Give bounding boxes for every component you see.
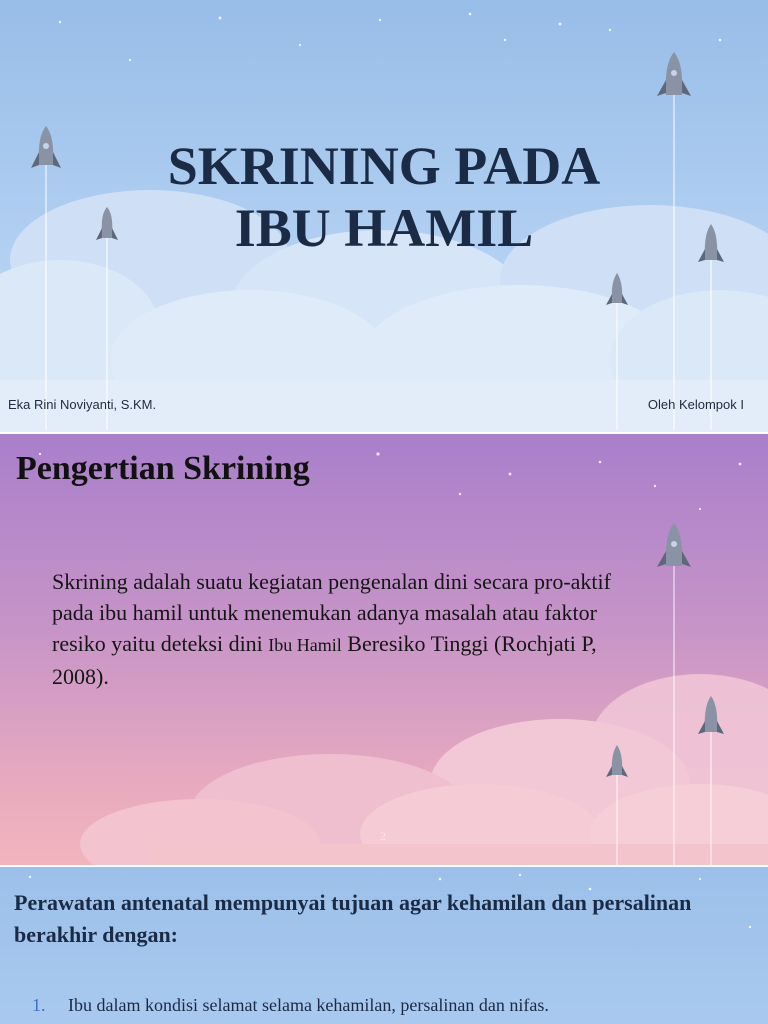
slide-definition [0, 434, 768, 865]
author-name: Eka Rini Noviyanti, S.KM. [8, 397, 157, 412]
paragraph-end: Beresiko Tinggi (Rochjati P, 2008). [52, 631, 597, 689]
star-icon [699, 508, 701, 510]
slide-heading: Perawatan antenatal mempunyai tujuan agar kehamilan dan persalinan berakhir dengan: [14, 890, 692, 947]
list-number: 1. [32, 995, 46, 1015]
star-icon [29, 876, 31, 878]
star-icon [559, 23, 562, 26]
slide-title [0, 0, 768, 432]
star-icon [469, 13, 472, 16]
cloud-icon [80, 674, 768, 865]
list-text: Ibu dalam kondisi selamat selama kehamilan, persalinan dan nifas. [68, 995, 549, 1015]
star-icon [519, 874, 521, 876]
star-icon [654, 485, 656, 487]
star-icon [219, 17, 222, 20]
slide-title-heading [0, 135, 768, 259]
page-number: 2 [380, 829, 386, 843]
paragraph-text: Skrining adalah suatu kegiatan pengenalan dini secara pro-aktif pada ibu hamil untuk menemukan adanya masalah atau faktor resiko yaitu deteksi dini [52, 569, 611, 656]
group-credit: Oleh Kelompok I [647, 397, 744, 412]
star-icon [609, 29, 611, 31]
slide-antenatal [0, 867, 768, 1024]
title-line: IBU HAMIL [234, 198, 534, 258]
star-icon [504, 39, 506, 41]
star-icon [719, 39, 722, 42]
star-icon [376, 452, 379, 455]
star-icon [509, 473, 512, 476]
star-icon [379, 19, 381, 21]
title-line: SKRINING PADA [167, 136, 601, 196]
star-icon [299, 44, 301, 46]
paragraph-emphasis: Ibu Hamil [268, 635, 342, 655]
slide-heading: Pengertian Skrining [16, 450, 310, 487]
star-icon [739, 463, 742, 466]
star-icon [459, 493, 461, 495]
star-icon [749, 926, 751, 928]
star-icon [129, 59, 131, 61]
list-item [32, 995, 549, 1016]
star-icon [599, 461, 602, 464]
star-icon [699, 878, 701, 880]
star-icon [439, 878, 442, 881]
star-icon [59, 21, 61, 23]
definition-paragraph [52, 566, 632, 692]
